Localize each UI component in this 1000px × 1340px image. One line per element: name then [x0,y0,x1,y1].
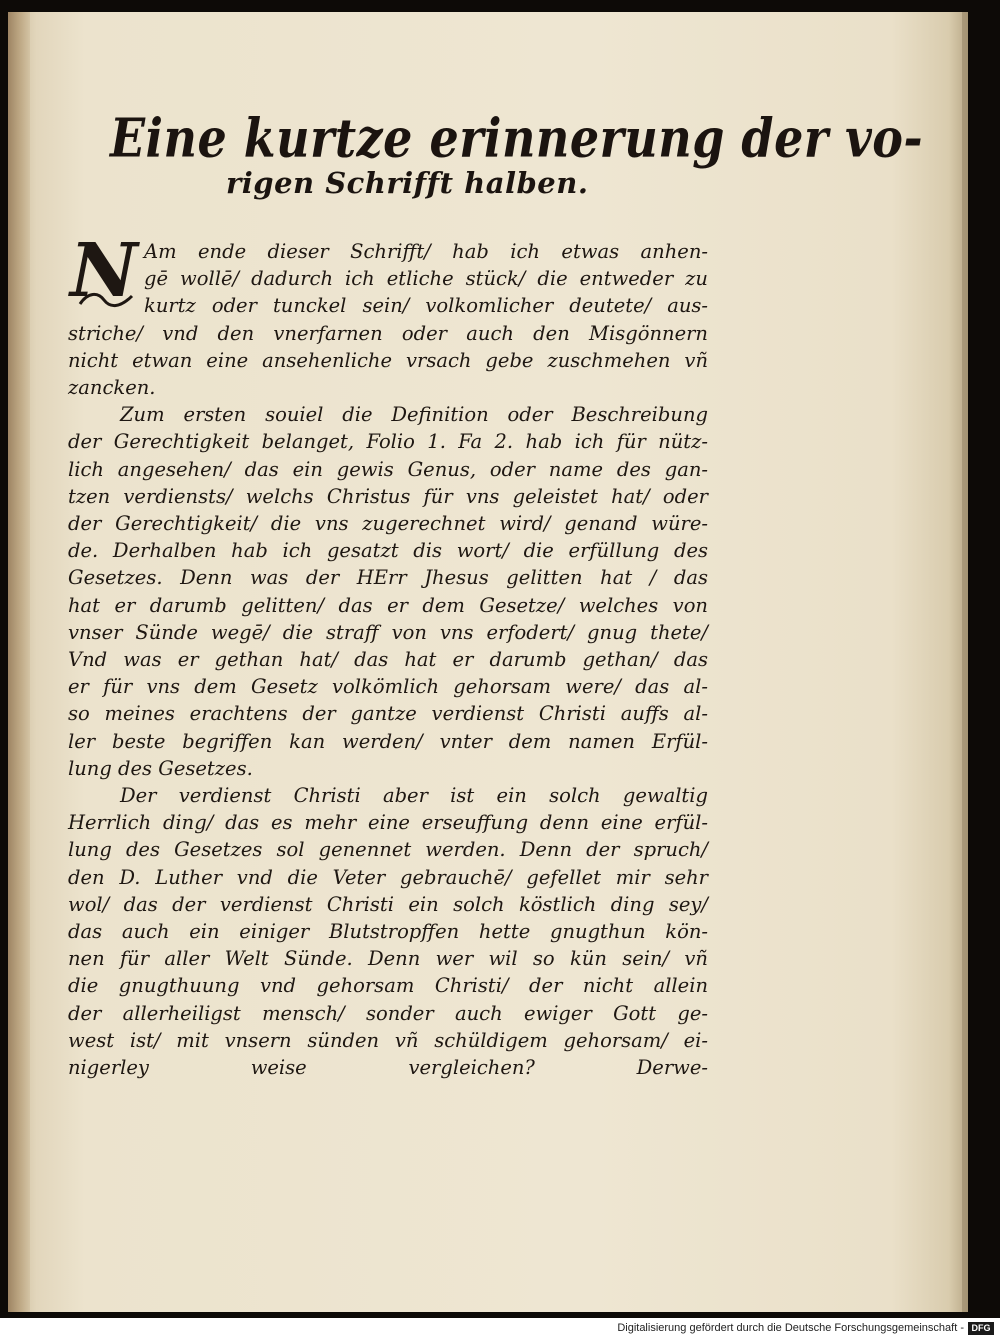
text-line: Zum ersten souiel die Definition oder Beschreibung [120,403,708,427]
text-line: den D. Luther vnd die Veter gebrauchē/ gefellet mir sehr [68,865,708,889]
text-line: der Gerechtigkeit belanget, Folio 1. Fa 2. hab ich für nütz- [68,430,708,454]
text-line: Der verdienst Christi aber ist ein solch gewaltig [120,784,708,808]
text-line: hat er darumb gelitten/ das er dem Gesetze/ welches von [68,593,708,617]
drop-cap-initial: N [70,228,138,314]
text-line: lich angesehen/ das ein gewis Genus, oder name des gan- [68,457,708,481]
page-edge [962,12,968,1312]
page-binding-shadow [8,12,30,1312]
text-line: nigerley weise vergleichen? [68,1056,535,1080]
text-line: lung des Gesetzes sol genennet werden. Denn der spruch/ [68,838,708,862]
text-line: west ist/ mit vnsern sünden vñ schüldigem gehorsam/ ei- [68,1028,708,1052]
text-line: tzen verdiensts/ welchs Christus für vns geleistet hat/ oder [68,484,708,508]
text-line: Vnd was er gethan hat/ das hat er darumb gethan/ das [68,648,708,672]
text-line: de. Derhalben hab ich gesatzt dis wort/ die erfüllung des [68,539,708,563]
text-line: striche/ vnd den vnerfarnen oder auch den Misgönnern [68,321,708,345]
text-line: Am ende dieser Schrifft/ hab ich etwas anhen- [144,240,708,263]
text-line: ler beste begriffen kan werden/ vnter dem namen Erfül- [68,729,708,753]
text-line: kurtz oder tunckel sein/ volkomlicher deutete/ aus- [144,294,708,318]
text-line: vnser Sünde wegē/ die straff von vns erfodert/ gnug thete/ [68,620,708,644]
text-line: das auch ein einiger Blutstropffen hette gnugthun kön- [68,920,708,944]
digitization-credit: Digitalisierung gefördert durch die Deutsche Forschungsgemeinschaft - [617,1322,964,1334]
text-line: zancken. [68,376,156,400]
text-line: Herrlich ding/ das es mehr eine erseuffung denn eine erfül- [68,811,708,835]
text-line: Gesetzes. Denn was der HErr Jhesus gelitten hat / das [68,566,708,590]
text-line: lung des Gesetzes. [68,756,253,780]
catchword: Derwe- [636,1056,708,1080]
heading-line-1: Eine kurtze erinnerung der vo- [110,106,924,169]
text-line: der allerheiligst mensch/ sonder auch ewiger Gott ge- [68,1001,708,1025]
text-line: nicht etwan eine ansehenliche vrsach gebe zuschmehen vñ [68,348,708,372]
heading-line-2: rigen Schrifft halben. [226,166,589,200]
dfg-logo: DFG [968,1322,994,1335]
text-line: so meines erachtens der gantze verdienst Christi auffs al- [68,702,708,726]
text-line: die gnugthuung vnd gehorsam Christi/ der nicht allein [68,974,708,998]
text-line: wol/ das der verdienst Christi ein solch köstlich ding sey/ [68,892,708,916]
text-line: gē wollē/ dadurch ich etliche stück/ die entweder zu [144,267,708,291]
last-line-with-catchword [68,1054,708,1081]
footer-bar [0,1318,1000,1340]
body-text [68,238,708,1081]
text-line: er für vns dem Gesetz volkömlich gehorsam were/ das al- [68,675,708,699]
page-heading [110,106,924,200]
text-line: nen für aller Welt Sünde. Denn wer wil so kün sein/ vñ [68,947,708,971]
text-line: der Gerechtigkeit/ die vns zugerechnet wird/ genand würe- [68,512,708,536]
